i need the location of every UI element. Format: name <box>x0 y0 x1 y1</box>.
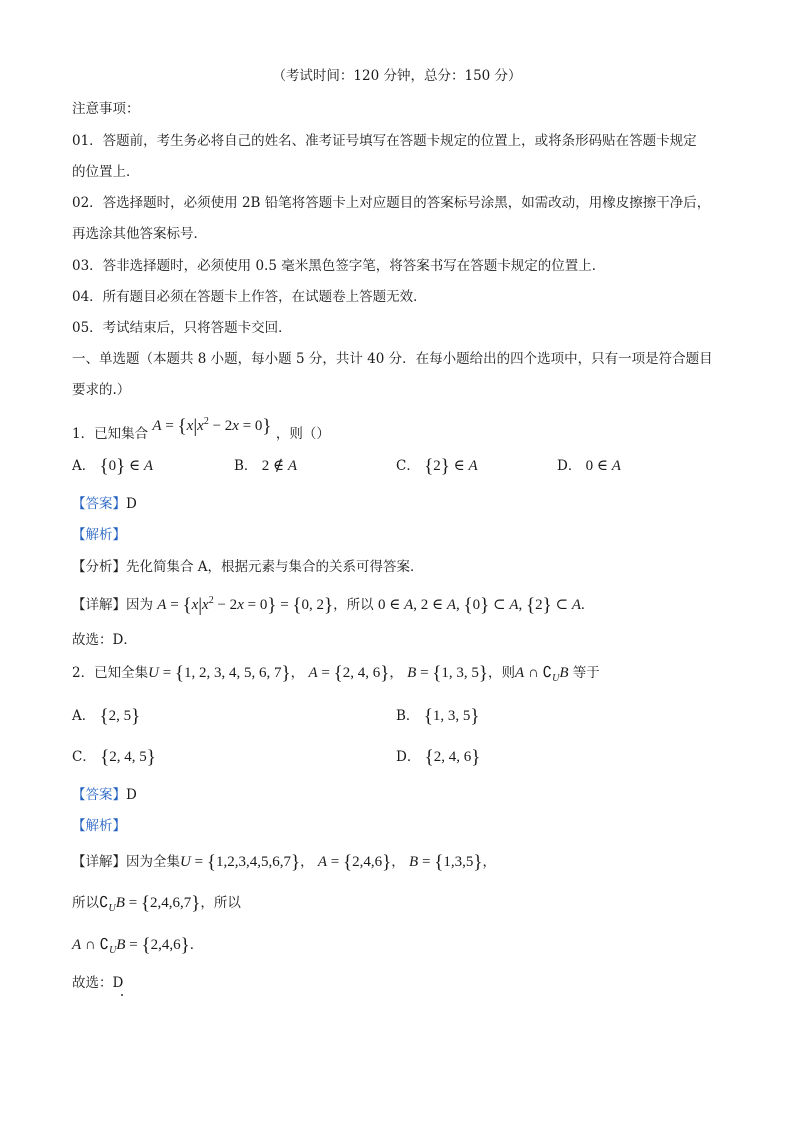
question-2-suffix: ，则 <box>488 665 516 681</box>
q2-detail-set-a: A = {2,4,6} <box>317 852 392 873</box>
question-1-prefix: 1．已知集合 <box>72 426 149 442</box>
universal-set: U = {1, 2, 3, 4, 5, 6, 7} <box>148 663 291 684</box>
q2-answer-value: D <box>126 787 137 803</box>
q1-option-a <box>72 455 153 478</box>
q2-option-d-formula: {2, 4, 6} <box>424 747 481 768</box>
q2-option-c-formula: {2, 4, 5} <box>100 747 156 768</box>
question-2-suffix-2: 等于 <box>572 665 600 681</box>
notice-item-5: 05．考试结束后，只将答题卡交回． <box>72 320 292 336</box>
q1-detail <box>72 591 585 616</box>
q1-fenxi-tag: 【分析】 <box>72 559 126 575</box>
q2-detail-prefix: 因为全集 <box>126 854 180 870</box>
q2-detail-sep-3: ， <box>482 854 496 870</box>
q1-answer <box>72 494 137 514</box>
q2-detail-line-3 <box>72 935 203 961</box>
section-heading-cont: 要求的.） <box>72 382 131 398</box>
stray-dot <box>121 994 123 996</box>
notice-item-1-cont: 的位置上． <box>72 164 140 180</box>
question-1-suffix: ，则（） <box>275 426 330 442</box>
q2-complement-b: $∁_UB = \{2,4,6,7\}$ <box>99 893 201 914</box>
q2-option-c <box>72 746 156 769</box>
q1-fenxi-text: 先化简集合 A，根据元素与集合的关系可得答案． <box>126 559 424 575</box>
q1-option-a-formula: {0} ∈ A <box>99 456 154 477</box>
q2-analysis-tag: 【解析】 <box>72 818 126 834</box>
q2-detail-line-2-suffix: ，所以 <box>200 895 241 911</box>
notice-item-1: 01．答题前，考生务必将自己的姓名、准考证号填写在答题卡规定的位置上，或将条形码贴在答题卡规定 <box>72 133 697 149</box>
notice-item-4: 04．所有题目必须在答题卡上作答，在试题卷上答题无效． <box>72 289 427 305</box>
q1-option-c-label: C． <box>396 458 420 474</box>
q1-conclusion: 故选：D． <box>72 632 137 648</box>
notice-item-2: 02．答选择题时，必须使用 2B 铅笔将答题卡上对应题目的答案标号涂黑，如需改动，用橡皮擦擦干净后， <box>72 195 711 211</box>
q1-option-b <box>234 455 297 477</box>
question-1 <box>72 416 330 445</box>
q2-conclusion: 故选：D <box>72 975 124 991</box>
q2-detail-line-2-prefix: 所以 <box>72 895 99 911</box>
question-2-expression: A ∩ $∁_UB$ <box>515 665 569 684</box>
q2-option-b <box>396 705 479 728</box>
q1-option-d <box>557 455 621 477</box>
q2-option-c-label: C． <box>72 749 96 765</box>
q2-answer-tag: 【答案】 <box>72 787 126 803</box>
q1-option-b-label: B． <box>234 458 258 474</box>
question-2-sep-1: ， <box>290 665 305 681</box>
q2-option-a-formula: {2, 5} <box>99 706 141 727</box>
q2-detail-set-b: B = {1,3,5} <box>409 852 483 873</box>
q1-answer-value: D <box>126 496 137 512</box>
question-2-prefix: 2．已知全集 <box>72 665 149 681</box>
question-2 <box>72 663 600 689</box>
q2-detail <box>72 852 496 873</box>
set-a: A = {2, 4, 6} <box>308 663 390 684</box>
q1-option-d-label: D． <box>557 458 582 474</box>
q2-option-a-label: A． <box>72 708 96 724</box>
set-b: B = {1, 3, 5} <box>407 663 489 684</box>
q2-option-a <box>72 705 140 728</box>
q1-option-a-label: A． <box>72 458 96 474</box>
section-heading: 一、单选题（本题共 8 小题，每小题 5 分，共计 40 分．在每小题给出的四个选项中，只有一项是符合题目 <box>72 351 713 367</box>
q2-answer <box>72 785 137 805</box>
q2-detail-sep-1: ， <box>300 854 314 870</box>
q2-option-b-formula: {1, 3, 5} <box>423 706 480 727</box>
q2-end-mark: ． <box>189 937 204 953</box>
q1-fenxi <box>72 557 424 577</box>
q2-analysis <box>72 816 126 836</box>
q1-detail-conclusion-formula: 0 ∈ A, 2 ∈ A, {0} ⊂ A, {2} ⊂ A. <box>377 595 585 616</box>
q1-analysis <box>72 525 126 545</box>
q2-detail-line-2 <box>72 893 241 919</box>
q2-detail-universal-set: U = {1,2,3,4,5,6,7} <box>180 852 301 873</box>
q2-option-d <box>396 746 480 769</box>
q1-option-b-formula: 2 ∉ A <box>261 458 297 474</box>
q1-detail-tag: 【详解】 <box>72 597 126 613</box>
notice-item-2-cont: 再选涂其他答案标号． <box>72 226 207 242</box>
q2-option-d-label: D． <box>396 749 421 765</box>
q1-detail-mid: ，所以 <box>333 597 374 613</box>
exam-info: （考试时间：120 分钟，总分：150 分） <box>272 68 522 84</box>
notice-title: 注意事项： <box>72 101 140 117</box>
q1-detail-prefix: 因为 <box>126 597 153 613</box>
q1-detail-formula: $A = \{x|x^2 - 2x = 0\} = \{0$, 2} <box>157 595 334 616</box>
q1-option-c <box>396 455 478 478</box>
q2-detail-tag: 【详解】 <box>72 854 126 870</box>
question-2-sep-2: ， <box>389 665 403 681</box>
q1-analysis-tag: 【解析】 <box>72 527 126 543</box>
q1-answer-tag: 【答案】 <box>72 496 126 512</box>
notice-item-3: 03．答非选择题时，必须使用 0.5 毫米黑色签字笔，将答案书写在答题卡规定的位置上． <box>72 258 606 274</box>
q1-option-c-formula: {2} ∈ A <box>424 456 478 477</box>
q2-intersection-result: A ∩ $∁_UB = \{2,4,6\}$ <box>72 935 190 956</box>
q2-option-b-label: B． <box>396 708 420 724</box>
set-a-definition: $A = \{x|x^2 - 2x = 0\}$ <box>152 416 272 437</box>
q2-detail-sep-2: ， <box>391 854 405 870</box>
q1-option-d-formula: 0 ∈ A <box>585 458 621 474</box>
